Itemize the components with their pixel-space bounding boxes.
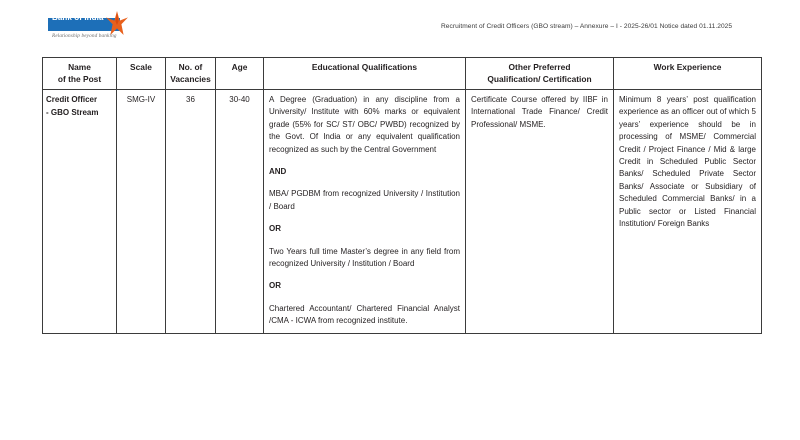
cell-other-preferred-qualification: Certificate Course offered by IIBF in International Trade Finance/ Credit Professional/ MSME. [466,90,614,334]
header-line-1: Work Experience [653,62,722,72]
page-header [0,0,800,50]
education-connector-or-2: OR [269,281,281,291]
education-paragraph: Two Years full time Master’s degree in any field from recognized University / Institution / Board [269,246,460,269]
bank-of-india-logo [48,11,140,43]
education-connector-or-1: OR [269,224,281,234]
column-header-age [216,58,264,90]
education-paragraph: MBA/ PGDBM from recognized University / Institution / Board [269,189,460,211]
header-line-2: of the Post [57,74,102,84]
header-line-1: Educational Qualifications [311,62,418,72]
education-paragraph: A Degree (Graduation) in any discipline from a University/ Institute with 60% marks or equivalent grade (55% for SC/ ST/ OBC/ PWBD) recognized by the Govt. Of India or any equivalent qualification recognized as such by the Central Government [269,95,460,154]
education-paragraph: Chartered Accountant/ Chartered Financial Analyst /CMA - ICWA from recognized institute. [269,303,460,326]
cell-scale: SMG-IV [117,90,166,334]
star-icon [106,11,128,35]
logo-tagline: Relationship beyond banking [52,33,117,39]
annexure-notice-text: Recruitment of Credit Officers (GBO stream) – Annexure – I - 2025-26/01 Notice dated 01.11.2025 [441,23,733,30]
table-row [43,90,762,334]
column-header-name-of-post [43,58,117,90]
column-header-work-experience [614,58,762,90]
column-header-vacancies [166,58,216,90]
header-line-1: Age [231,62,248,72]
eligibility-table [42,57,762,334]
column-header-educational-qualifications [264,58,466,90]
education-connector-and: AND [269,167,287,177]
header-line-1: No. of [178,62,203,72]
cell-name-of-post [43,90,117,334]
header-line-1: Scale [130,62,152,72]
logo-bank-name: Bank of India [52,13,104,22]
cell-vacancies: 36 [166,90,216,334]
table-header-row [43,58,762,90]
column-header-scale [117,58,166,90]
column-header-other-preferred-qualification [466,58,614,90]
cell-educational-qualifications [264,90,466,334]
header-line-1: Other Preferred [508,62,571,72]
header-line-2: Vacancies [170,74,211,84]
post-name-line-1: Credit Officer [46,95,98,104]
post-name-line-2: - GBO Stream [46,107,99,117]
header-line-1: Name [68,62,91,72]
cell-age: 30-40 [216,90,264,334]
header-line-2: Qualification/ Certification [487,74,592,84]
cell-work-experience: Minimum 8 years’ post qualification experience as an officer out of which 5 years’ experience should be in processing of MSME/ Commercial Credit / Project Finance / Mid & large Credit in Scheduled Public Sector Banks/ Scheduled Private Sector Banks/ Associate or Subsidiary of Scheduled Commercial Banks/ in a Public sector or Listed Financial Institution/ Foreign Banks [614,90,762,334]
